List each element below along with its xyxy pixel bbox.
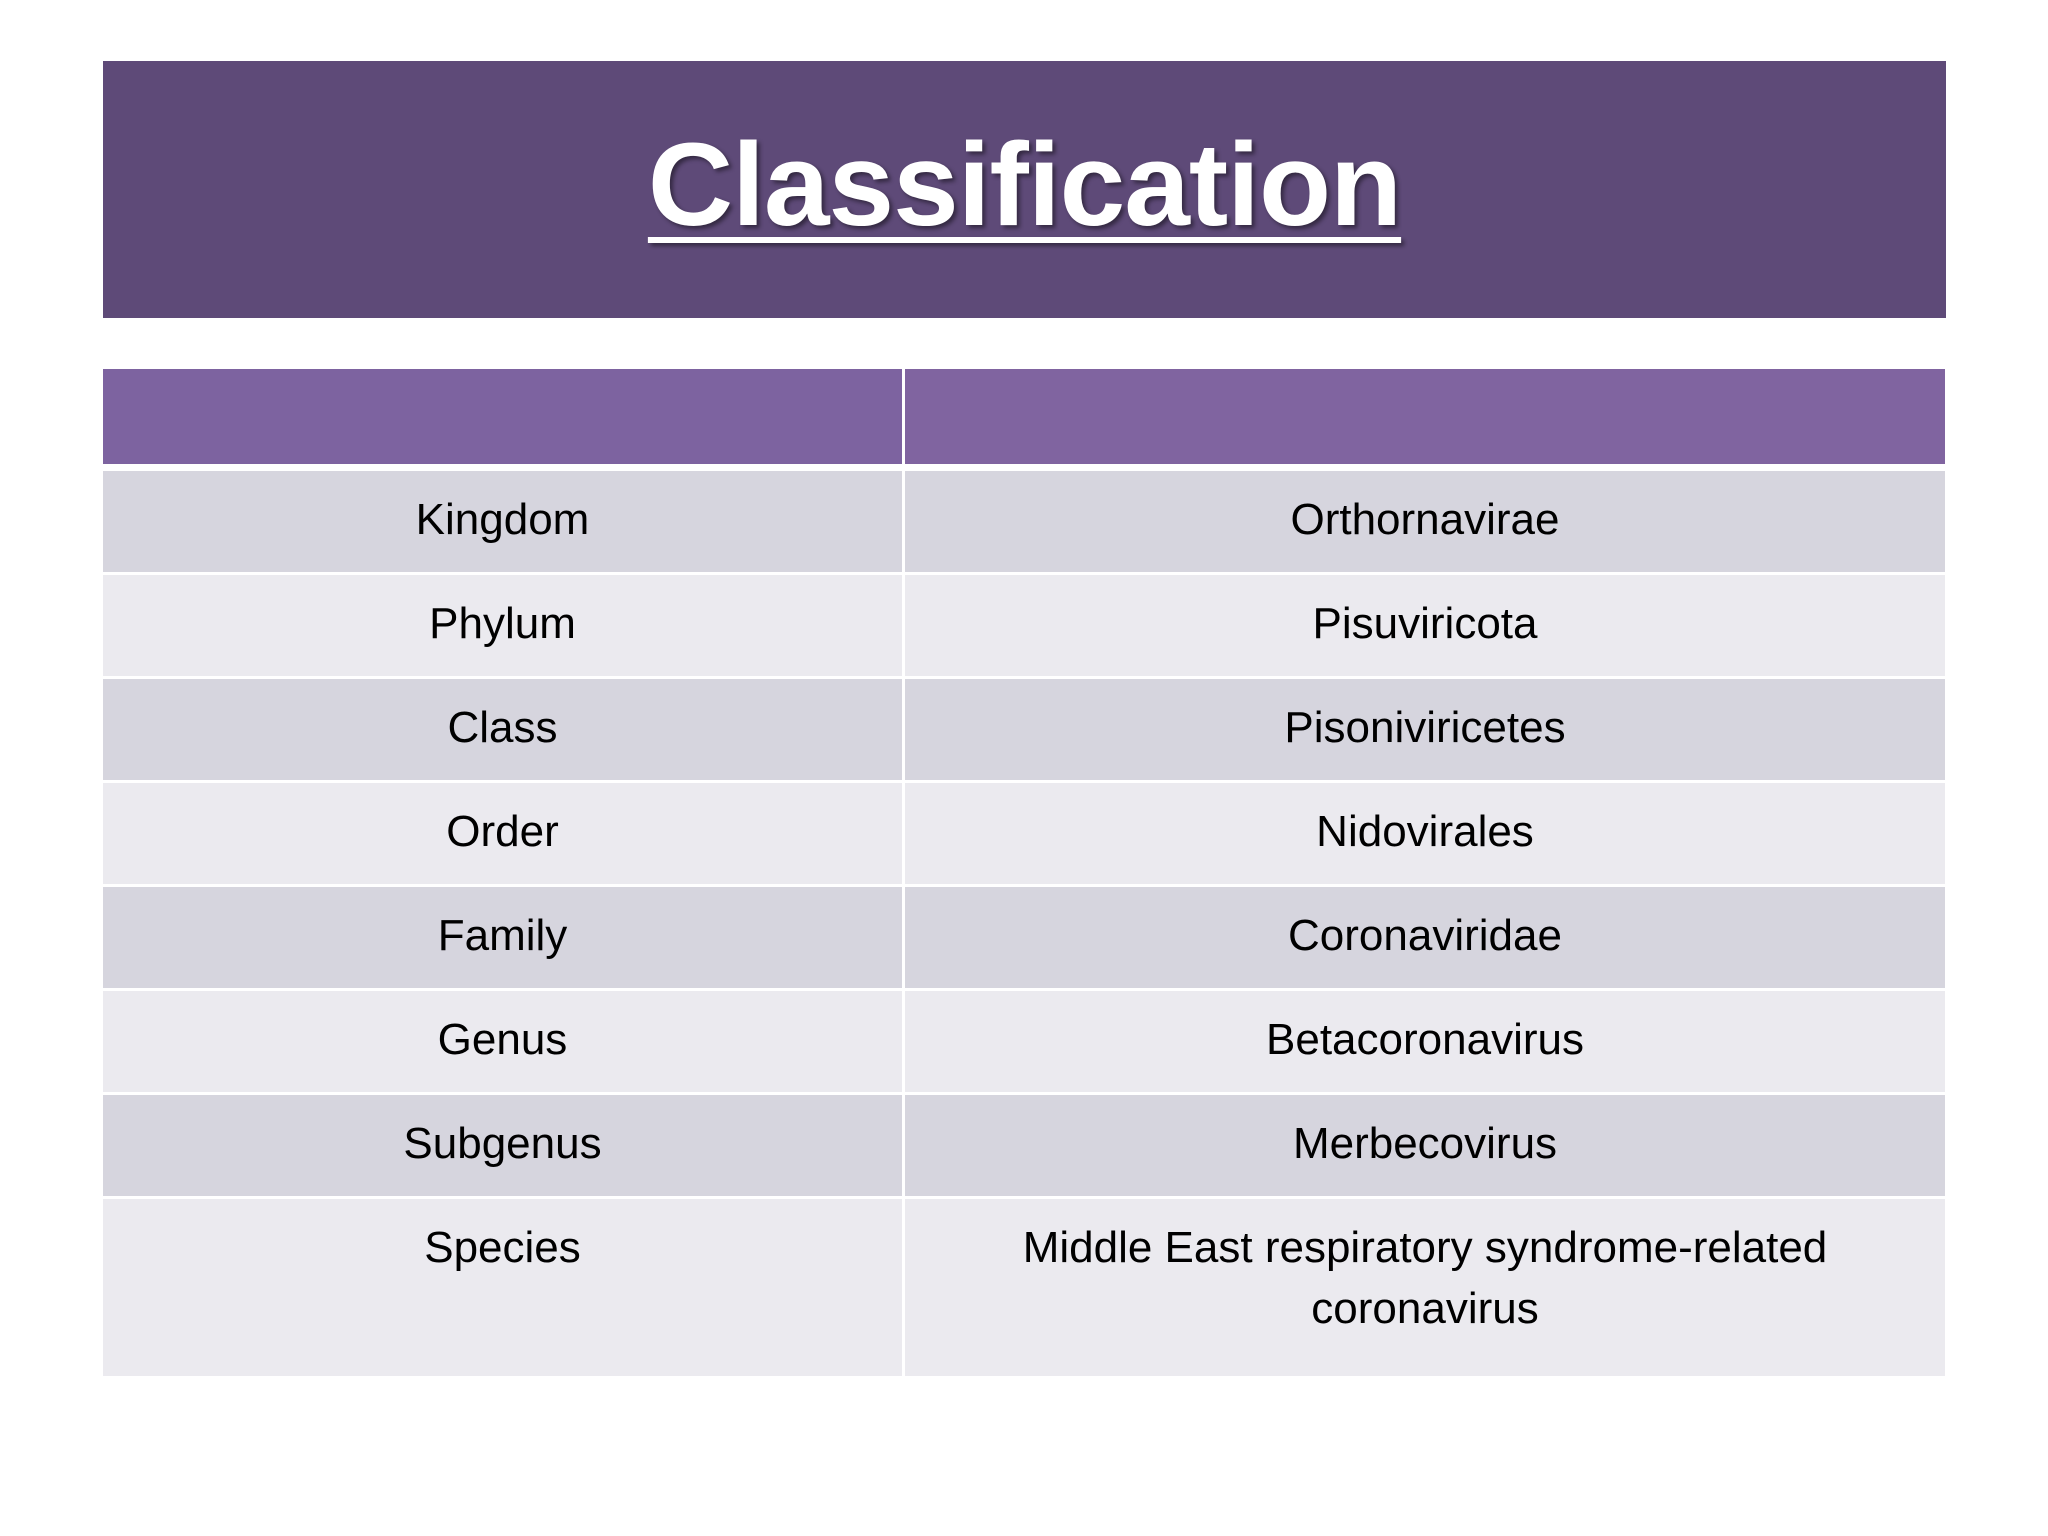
- taxon-cell: Pisuviricota: [905, 575, 1945, 679]
- header-cell-taxon: [905, 369, 1945, 471]
- table-header-row: [103, 369, 1945, 471]
- rank-cell: Phylum: [103, 575, 905, 679]
- table-row: [103, 575, 1945, 679]
- taxon-cell: Merbecovirus: [905, 1095, 1945, 1199]
- rank-cell: Genus: [103, 991, 905, 1095]
- taxon-cell: Nidovirales: [905, 783, 1945, 887]
- taxon-cell: Orthornavirae: [905, 471, 1945, 575]
- table-row: [103, 1095, 1945, 1199]
- table-row: [103, 1199, 1945, 1379]
- taxon-cell: Coronaviridae: [905, 887, 1945, 991]
- title-banner: [103, 61, 1946, 318]
- rank-cell: Order: [103, 783, 905, 887]
- table-row: [103, 887, 1945, 991]
- rank-cell: Species: [103, 1199, 905, 1379]
- slide-title: Classification: [647, 118, 1402, 251]
- rank-cell: Subgenus: [103, 1095, 905, 1199]
- header-cell-rank: [103, 369, 905, 471]
- table-row: [103, 679, 1945, 783]
- table-row: [103, 471, 1945, 575]
- taxon-cell: Middle East respiratory syndrome-related coronavirus: [905, 1199, 1945, 1379]
- rank-cell: Kingdom: [103, 471, 905, 575]
- rank-cell: Family: [103, 887, 905, 991]
- taxon-cell: Betacoronavirus: [905, 991, 1945, 1095]
- rank-cell: Class: [103, 679, 905, 783]
- classification-table: [103, 369, 1945, 1379]
- taxon-cell: Pisoniviricetes: [905, 679, 1945, 783]
- table-row: [103, 991, 1945, 1095]
- table-row: [103, 783, 1945, 887]
